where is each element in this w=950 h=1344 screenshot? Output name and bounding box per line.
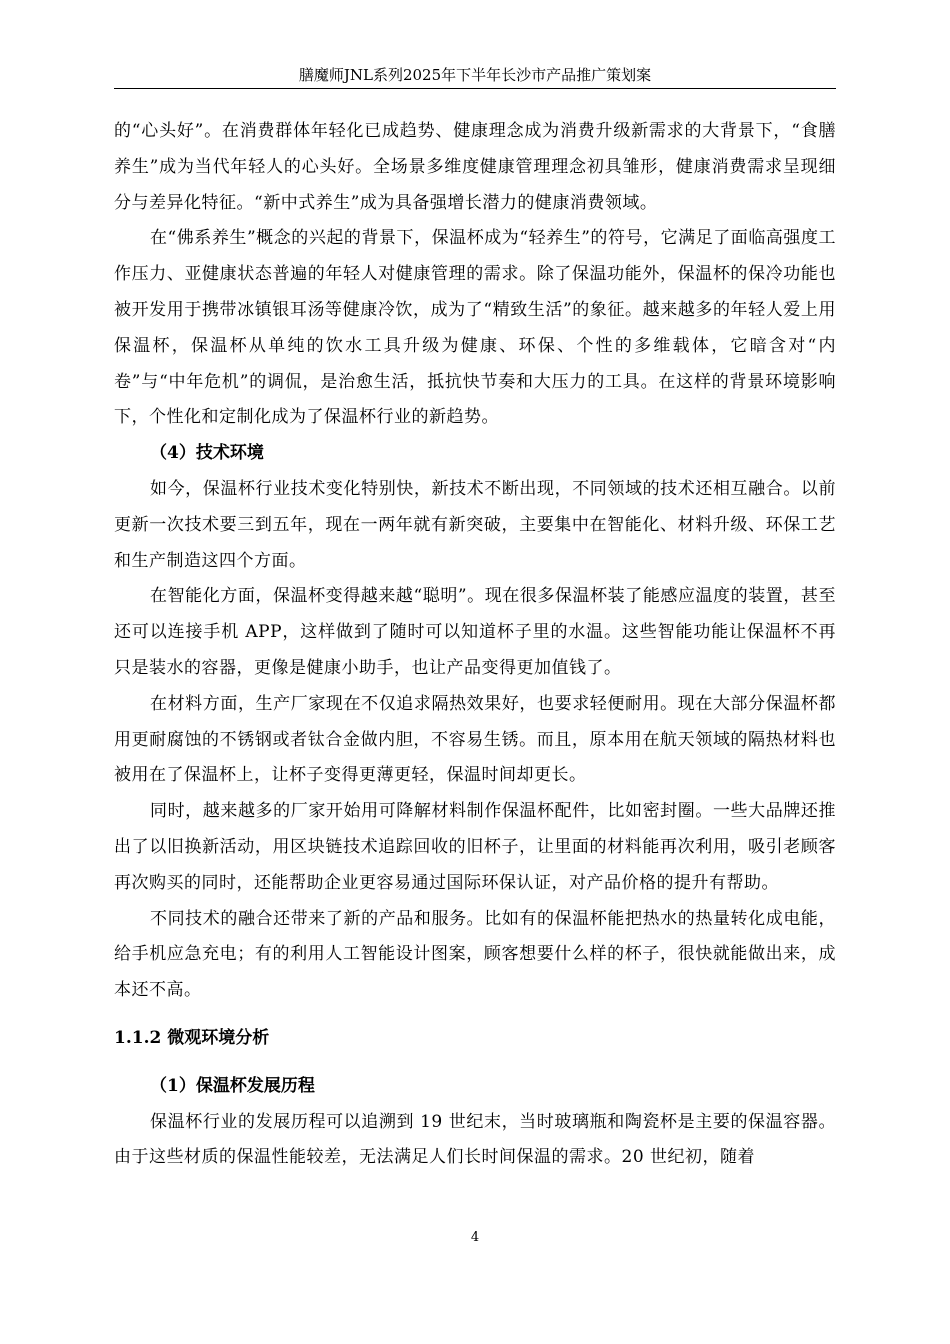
paragraph-materials: 在材料方面，生产厂家现在不仅追求隔热效果好，也要求轻便耐用。现在大部分保温杯都用更耐腐蚀的不锈钢或者钛合金做内胆，不容易生锈。而且，原本用在航天领域的隔热材料也被用在了保温杯上，让杯子变得更薄更轻，保温时间却更长。 [114, 693, 836, 786]
paragraph-eco: 同时，越来越多的厂家开始用可降解材料制作保温杯配件，比如密封圈。一些大品牌还推出了以旧换新活动，用区块链技术追踪回收的旧杯子，让里面的材料能再次利用，吸引老顾客再次购买的同时，还能帮助企业更容易通过国际环保认证，对产品价格的提升有帮助。 [114, 801, 836, 893]
heading-technology-environment: （4）技术环境 [150, 443, 264, 464]
paragraph-tech-change: 如今，保温杯行业技术变化特别快，新技术不断出现，不同领域的技术还相互融合。以前更新一次技术要三到五年，现在一两年就有新突破，主要集中在智能化、材料升级、环保工艺和生产制造这四个方面。 [114, 478, 836, 571]
page-header: 膳魔师JNL系列2025年下半年长沙市产品推广策划案 [114, 64, 836, 89]
heading-development-history: （1）保温杯发展历程 [150, 1075, 315, 1096]
paragraph-tech-fusion: 不同技术的融合还带来了新的产品和服务。比如有的保温杯能把热水的热量转化成电能，给手机应急充电；有的利用人工智能设计图案，顾客想要什么样的杯子，很快就能做出来，成本还不高。 [114, 908, 836, 1001]
page-number: 4 [470, 1230, 480, 1245]
document-body [114, 114, 836, 1176]
paragraph-light-wellness: 在“佛系养生”概念的兴起的背景下，保温杯成为“轻养生”的符号，它满足了面临高强度工作压力、亚健康状态普遍的年轻人对健康管理的需求。除了保温功能外，保温杯的保冷功能也被开发用于携带冰镇银耳汤等健康冷饮，成为了“精致生活”的象征。越来越多的年轻人爱上用保温杯，保温杯从单纯的饮水工具升级为健康、环保、个性的多维载体，它暗含对“内卷”与“中年危机”的调侃，是治愈生活，抵抗快节奏和大压力的工具。在这样的背景环境影响下，个性化和定制化成为了保温杯行业的新趋势。 [114, 228, 836, 428]
paragraph-smart: 在智能化方面，保温杯变得越来越“聪明”。现在很多保温杯装了能感应温度的装置，甚至还可以连接手机 APP，这样做到了随时可以知道杯子里的水温。这些智能功能让保温杯不再只是装水的容器，更像是健康小助手，也让产品变得更加值钱了。 [114, 586, 836, 678]
heading-micro-environment: 1.1.2 微观环境分析 [114, 1027, 270, 1048]
paragraph-consumer-trend: 的“心头好”。在消费群体年轻化已成趋势、健康理念成为消费升级新需求的大背景下，“食膳养生”成为当代年轻人的心头好。全场景多维度健康管理理念初具雏形，健康消费需求呈现细分与差异化特征。“新中式养生”成为具备强增长潜力的健康消费领域。 [114, 121, 836, 213]
paragraph-history: 保温杯行业的发展历程可以追溯到 19 世纪末，当时玻璃瓶和陶瓷杯是主要的保温容器。由于这些材质的保温性能较差，无法满足人们长时间保温的需求。20 世纪初，随着 [114, 1111, 836, 1168]
